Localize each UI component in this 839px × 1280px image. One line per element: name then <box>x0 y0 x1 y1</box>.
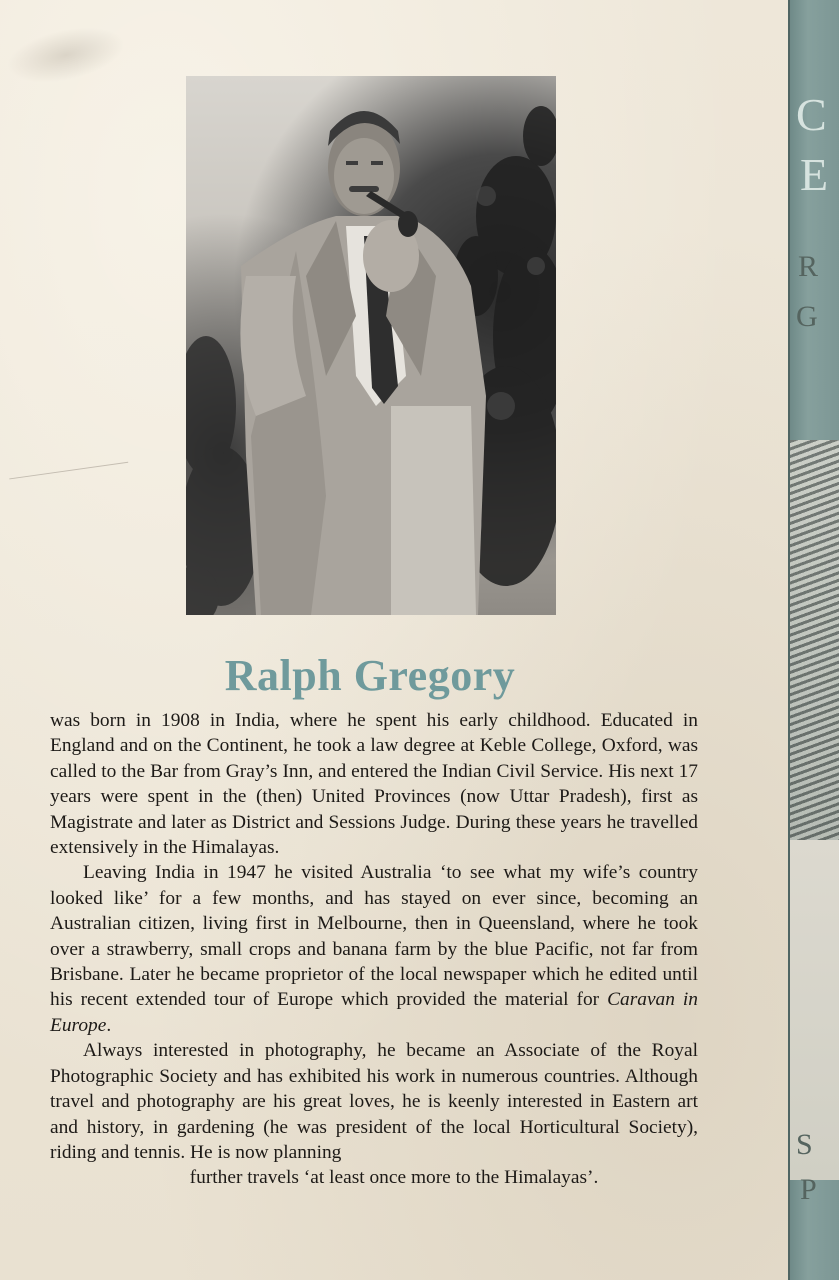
book-spine <box>788 0 839 1280</box>
bio-paragraph-1: was born in 1908 in India, where he spent his early childhood. Educated in England and on the Continent, he took a law degree at Keble College, Oxford, was called to the Bar from Gray’s Inn, and entered the Indian Civil Service. His next 17 years were spent in the (then) United Provinces (now Uttar Pradesh), first as Magistrate and later as District and Sessions Judge. During these years he travelled extensively in the Himalayas. <box>50 710 698 859</box>
spine-letter-6: P <box>800 1173 817 1206</box>
bio-paragraph-2-end: . <box>106 1014 112 1036</box>
cover-scratch-mark <box>9 462 130 498</box>
bio-paragraph-2 <box>50 860 698 1038</box>
spine-letter-3: R <box>798 250 819 283</box>
author-biography <box>50 708 698 1191</box>
cover-scuff-mark <box>2 18 130 92</box>
spine-letter-1: C <box>796 89 827 140</box>
bio-paragraph-2-text: Leaving India in 1947 he visited Australia ‘to see what my wife’s country looked like’ for a few months, and has stayed on ever since, becoming an Australian citizen, living first in Melbourne, then in Queensland, where he took over a strawberry, small crops and banana farm by the blue Pacific, not far from Brisbane. Later he became proprietor of the local newspaper which he edited until his recent extended tour of Europe which provided the material for <box>50 862 698 1011</box>
spine-letter-5: S <box>796 1128 813 1161</box>
author-name: Ralph Gregory <box>224 651 516 700</box>
bio-closing-line: further travels ‘at least once more to the Himalayas’. <box>189 1167 599 1189</box>
spine-illustration <box>790 440 839 840</box>
spine-letter-4: G <box>796 300 818 333</box>
bio-paragraph-3: Always interested in photography, he became an Associate of the Royal Photographic Society and has exhibited his work in numerous countries. Although travel and photography are his great loves, he is keenly interested in Eastern art and history, in gardening (he was president of the local Horticultural Society), riding and tennis. He is now planning <box>50 1040 698 1163</box>
book-title-reference: Caravan in Europe <box>50 989 698 1036</box>
author-photograph <box>186 76 556 615</box>
spine-letter-2: E <box>800 149 829 200</box>
